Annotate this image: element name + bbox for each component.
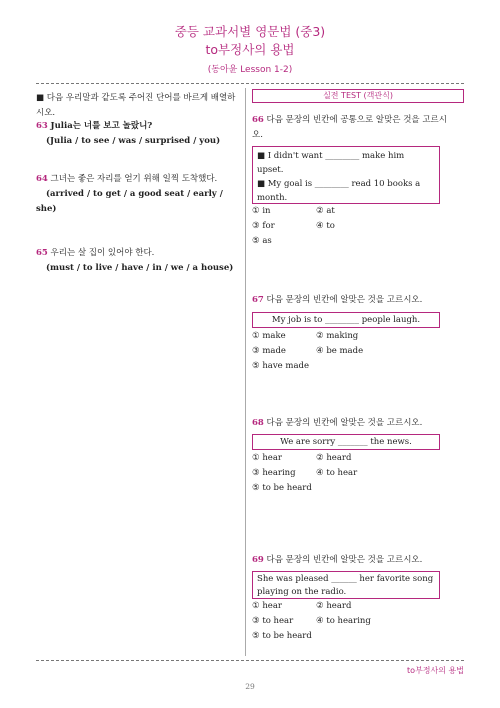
option[interactable]: ① hear <box>252 453 282 463</box>
question-65 <box>36 246 241 276</box>
box-line: We are sorry _______ the news. <box>280 437 412 447</box>
question-number: 68 <box>252 418 264 428</box>
option[interactable]: ① in <box>252 206 271 216</box>
instruction-line: 시오. <box>36 108 56 118</box>
page-subtitle-topic: to부정사의 용법 <box>205 42 295 57</box>
instruction-line: ■ 다음 우리말과 같도록 주어진 단어를 바르게 배열하 <box>36 93 236 103</box>
option[interactable]: ④ be made <box>316 346 364 356</box>
option[interactable]: ① make <box>252 331 286 341</box>
word-bank: she) <box>36 204 57 214</box>
lesson-label: (동아윤 Lesson 1-2) <box>207 65 293 75</box>
option[interactable]: ③ to hear <box>252 616 294 626</box>
question-68 <box>252 416 464 431</box>
question-69 <box>252 553 464 568</box>
question-number: 66 <box>252 115 264 125</box>
option[interactable]: ④ to hear <box>316 468 358 478</box>
box-line: month. <box>257 193 288 203</box>
option[interactable]: ② heard <box>316 453 352 463</box>
option[interactable]: ② at <box>316 206 335 216</box>
option[interactable]: ① hear <box>252 601 282 611</box>
word-bank: (arrived / to get / a good seat / early / <box>46 189 223 199</box>
option[interactable]: ② heard <box>316 601 352 611</box>
page-number: 29 <box>245 682 255 691</box>
column-divider <box>245 88 246 656</box>
box-line: playing on the radio. <box>257 587 347 597</box>
left-instruction <box>36 91 241 121</box>
question-number: 63 <box>36 121 48 131</box>
option[interactable]: ④ to hearing <box>316 616 371 626</box>
question-prompt: 우리는 살 집이 있어야 한다. <box>50 248 155 258</box>
footer-divider <box>36 660 464 661</box>
footer-label: to부정사의 용법 <box>407 666 464 675</box>
question-68-box <box>252 434 440 450</box>
option[interactable]: ③ hearing <box>252 468 296 478</box>
word-bank: (Julia / to see / was / surprised / you) <box>46 136 221 146</box>
option[interactable]: ⑤ as <box>252 236 272 246</box>
word-bank: (must / to live / have / in / we / a house) <box>46 263 234 273</box>
question-69-box <box>252 571 440 599</box>
option[interactable]: ③ made <box>252 346 286 356</box>
box-line: She was pleased ______ her favorite song <box>257 574 434 584</box>
section-title: 실전 TEST (객관식) <box>252 89 464 103</box>
question-prompt: 다음 문장의 빈칸에 공통으로 알맞은 것을 고르시 <box>266 115 447 125</box>
question-66-box <box>252 146 440 204</box>
option[interactable]: ② making <box>316 331 359 341</box>
option[interactable]: ③ for <box>252 221 275 231</box>
box-line: ■ My goal is ________ read 10 books a <box>257 179 421 189</box>
question-number: 67 <box>252 295 264 305</box>
question-prompt: 그녀는 좋은 자리를 얻기 위해 일찍 도착했다. <box>50 174 218 184</box>
box-line: upset. <box>257 165 284 175</box>
question-number: 69 <box>252 555 264 565</box>
question-prompt: 다음 문장의 빈칸에 알맞은 것을 고르시오. <box>266 295 423 305</box>
question-67 <box>252 293 464 308</box>
option[interactable]: ④ to <box>316 221 335 231</box>
question-number: 64 <box>36 174 48 184</box>
option[interactable]: ⑤ have made <box>252 361 309 371</box>
question-prompt: 다음 문장의 빈칸에 알맞은 것을 고르시오. <box>266 418 423 428</box>
header-divider <box>36 83 464 84</box>
question-number: 65 <box>36 248 48 258</box>
question-66 <box>252 113 464 143</box>
question-64 <box>36 172 241 217</box>
page-title: 중등 교과서별 영문법 (중3) <box>174 24 326 39</box>
question-63 <box>36 119 241 149</box>
question-prompt: 다음 문장의 빈칸에 알맞은 것을 고르시오. <box>266 555 423 565</box>
option[interactable]: ⑤ to be heard <box>252 483 312 493</box>
box-line: My job is to ________ people laugh. <box>271 315 421 325</box>
option[interactable]: ⑤ to be heard <box>252 631 312 641</box>
question-prompt: 오. <box>252 130 263 140</box>
question-67-box <box>252 312 440 328</box>
box-line: ■ I didn't want ________ make him <box>257 151 405 161</box>
question-prompt: Julia는 너를 보고 놀랐니? <box>50 121 153 131</box>
